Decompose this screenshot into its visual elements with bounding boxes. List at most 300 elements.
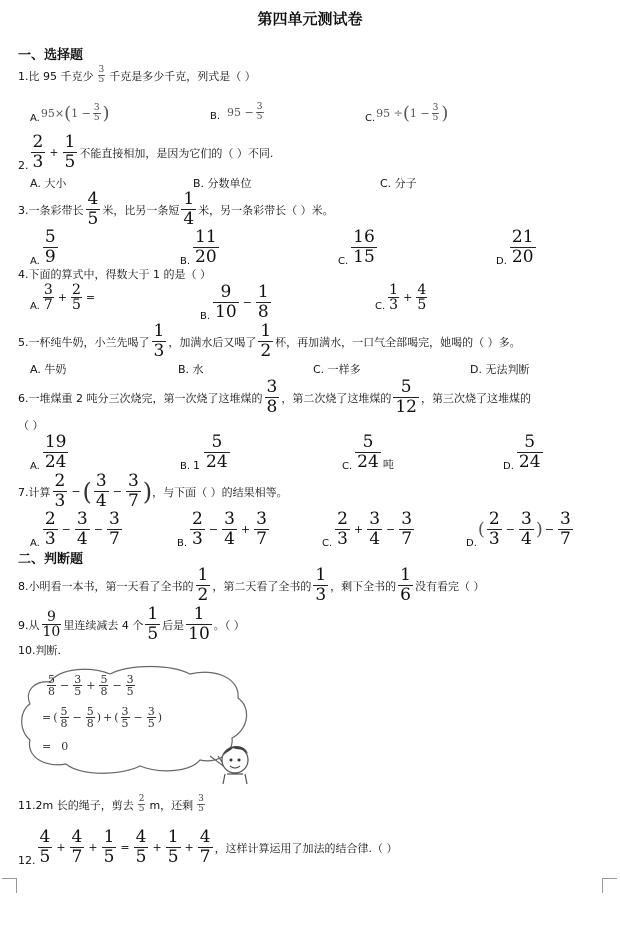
plus-sign: + — [56, 841, 66, 854]
numerator: 11 — [195, 227, 217, 247]
numerator: 3 — [198, 794, 204, 804]
option-b[interactable] — [210, 103, 266, 122]
numerator: 3 — [147, 705, 155, 718]
numerator: 1 — [260, 321, 272, 341]
denominator: 7 — [71, 847, 83, 867]
question-text: 千克是多少千克，列式是（ ） — [109, 69, 256, 83]
fraction — [335, 510, 350, 549]
numerator: 4 — [199, 827, 211, 847]
option-a[interactable] — [30, 510, 124, 549]
numerator: 4 — [39, 827, 51, 847]
numerator: 19 — [44, 432, 67, 452]
option-label: B. 分数单位 — [193, 177, 252, 190]
denominator: 3 — [44, 529, 56, 549]
fraction — [198, 828, 213, 867]
fraction — [60, 706, 69, 729]
option-b[interactable] — [177, 510, 271, 549]
question-text: 5.一杯纯牛奶，小兰先喝了 — [18, 335, 150, 349]
denominator: 24 — [44, 452, 67, 472]
denominator: 5 — [93, 113, 100, 123]
question-text: 不能直接相加，是因为它们的（ ）不同. — [79, 146, 274, 160]
denominator: 5 — [256, 112, 263, 122]
option-letter: A. — [30, 461, 40, 472]
denominator: 3 — [192, 529, 203, 549]
fraction — [63, 133, 78, 172]
numerator: 3 — [121, 705, 129, 718]
numerator: 3 — [256, 509, 267, 529]
close-paren: ) — [142, 477, 153, 506]
option-c[interactable] — [322, 510, 416, 549]
open-paren: ( — [477, 519, 485, 540]
cloud-math-line-3 — [40, 740, 68, 753]
denominator: 3 — [389, 297, 399, 313]
denominator: 5 — [64, 152, 76, 172]
option-c[interactable] — [338, 228, 379, 267]
numerator: 3 — [126, 673, 134, 686]
fraction — [43, 283, 54, 312]
operator: − — [61, 523, 71, 536]
numerator: 4 — [87, 189, 99, 209]
denominator: 5 — [87, 209, 99, 229]
fraction — [181, 190, 196, 229]
numerator: 2 — [44, 509, 56, 529]
option-a[interactable] — [30, 175, 66, 191]
numerator: 3 — [98, 65, 105, 75]
fraction — [351, 228, 377, 267]
numerator: 2 — [488, 509, 500, 529]
fraction — [73, 674, 82, 697]
plus-sign: + — [184, 841, 194, 854]
option-b[interactable] — [180, 433, 232, 472]
denominator: 8 — [266, 397, 278, 417]
operator: − — [112, 679, 122, 692]
option-d[interactable] — [466, 510, 575, 549]
plus-sign: + — [152, 841, 162, 854]
option-letter: B. — [200, 311, 211, 322]
numerator: 1 — [147, 604, 159, 624]
option-letter: D. — [466, 538, 477, 549]
option-letter: A. — [30, 301, 40, 312]
fraction — [432, 104, 440, 123]
fraction — [213, 283, 239, 322]
option-label: A. 大小 — [30, 177, 67, 190]
numerator: 2 — [337, 509, 348, 529]
option-expression: 1 − — [409, 107, 430, 120]
operator: − — [544, 523, 555, 536]
option-label: A. 牛奶 — [30, 363, 67, 376]
denominator: 10 — [42, 624, 61, 640]
option-expression: 95 ÷ — [376, 107, 403, 120]
boy-cartoon-icon — [222, 746, 248, 784]
option-d[interactable] — [470, 361, 529, 377]
fraction — [86, 190, 101, 229]
unit-label: 吨 — [382, 458, 394, 471]
question-text: 11.2m 长的绳子，剪去 — [18, 798, 134, 812]
question-text: ，第二天看了全书的 — [212, 579, 312, 593]
boy-eye — [230, 759, 233, 762]
denominator: 8 — [60, 717, 68, 730]
open-paren: ( — [114, 711, 119, 724]
option-letter: D. — [496, 256, 507, 267]
question-text: ，第三次烧了这堆煤的 — [420, 391, 531, 405]
numerator: 4 — [417, 282, 427, 298]
question-text: ，与下面（ ）的结果相等。 — [152, 485, 288, 499]
denominator: 5 — [103, 847, 115, 867]
fraction — [93, 104, 101, 123]
denominator: 20 — [511, 247, 534, 267]
numerator: 16 — [353, 227, 375, 247]
option-a[interactable] — [30, 283, 97, 312]
option-letter: B. — [180, 461, 191, 472]
question-text: 没有看完（ ） — [414, 579, 485, 593]
denominator: 7 — [127, 491, 139, 511]
equals-sign: = — [42, 740, 52, 753]
fraction — [398, 566, 413, 605]
fraction — [126, 674, 135, 697]
option-a[interactable] — [30, 433, 70, 472]
numerator: 3 — [401, 509, 413, 529]
fraction — [102, 828, 117, 867]
question-7 — [18, 472, 288, 511]
plus-sign: + — [103, 711, 113, 724]
denominator: 10 — [188, 624, 210, 644]
fraction — [517, 433, 543, 472]
denominator: 5 — [121, 717, 129, 730]
close-paren: ) — [441, 103, 449, 124]
option-c[interactable] — [365, 103, 448, 124]
question-5 — [18, 322, 521, 361]
fraction — [222, 510, 237, 549]
fraction — [134, 828, 149, 867]
fraction — [416, 283, 427, 312]
denominator: 24 — [206, 452, 228, 472]
question-text: 6.一堆煤重 2 吨分三次烧完，第一次烧了这堆煤的 — [18, 391, 263, 405]
question-text: ，剩下全书的 — [330, 579, 397, 593]
denominator: 5 — [98, 75, 105, 85]
denominator: 3 — [32, 152, 44, 172]
denominator: 8 — [257, 302, 269, 322]
numerator: 3 — [43, 282, 53, 298]
option-b[interactable] — [178, 361, 204, 377]
numerator: 3 — [108, 509, 120, 529]
denominator: 7 — [256, 529, 267, 549]
option-letter: A. — [30, 113, 40, 124]
numerator: 5 — [211, 432, 223, 452]
fraction — [355, 433, 381, 472]
fraction — [47, 674, 56, 697]
numerator: 1 — [103, 827, 115, 847]
option-d[interactable] — [503, 433, 545, 472]
denominator: 7 — [108, 529, 120, 549]
numerator: 1 — [193, 604, 205, 624]
option-c[interactable] — [313, 361, 361, 377]
numerator: 4 — [71, 827, 83, 847]
operator: + — [86, 679, 96, 692]
numerator: 1 — [389, 282, 399, 298]
plus-sign: + — [88, 841, 98, 854]
boy-body — [223, 774, 247, 784]
question-9 — [18, 605, 245, 644]
fraction — [254, 510, 269, 549]
denominator: 5 — [167, 847, 179, 867]
denominator: 3 — [337, 529, 348, 549]
numerator: 3 — [127, 471, 139, 491]
denominator: 20 — [195, 247, 217, 267]
fraction — [121, 706, 130, 729]
denominator: 10 — [215, 302, 237, 322]
fraction — [558, 510, 573, 549]
numerator: 5 — [86, 705, 94, 718]
question-text: 。（ ） — [213, 618, 245, 632]
option-c[interactable] — [375, 283, 429, 312]
option-letter: B. — [210, 111, 221, 122]
numerator: 1 — [153, 321, 165, 341]
fraction — [43, 228, 58, 267]
numerator: 3 — [74, 673, 82, 686]
open-paren: ( — [53, 711, 58, 724]
option-b[interactable] — [200, 283, 273, 322]
equals-sign: = — [42, 711, 52, 724]
denominator: 5 — [432, 113, 439, 123]
denominator: 4 — [520, 529, 532, 549]
close-paren: ) — [102, 103, 110, 124]
denominator: 3 — [315, 585, 327, 605]
numerator: 1 — [64, 132, 76, 152]
fraction — [186, 605, 212, 644]
fraction — [265, 378, 280, 417]
question-number: 2. — [18, 159, 29, 172]
fraction — [86, 706, 95, 729]
numerator: 5 — [60, 705, 68, 718]
denominator: 5 — [135, 847, 147, 867]
fraction — [43, 510, 58, 549]
question-text: 3.一条彩带长 — [18, 203, 84, 217]
denominator: 4 — [95, 491, 107, 511]
numerator: 4 — [135, 827, 147, 847]
minus-sign: − — [72, 711, 82, 724]
denominator: 7 — [43, 297, 53, 313]
operator: − — [60, 679, 70, 692]
fraction — [75, 510, 90, 549]
fraction — [313, 566, 328, 605]
denominator: 8 — [100, 685, 108, 698]
fraction — [393, 378, 419, 417]
numerator: 2 — [54, 471, 66, 491]
denominator: 7 — [199, 847, 211, 867]
denominator: 4 — [369, 529, 381, 549]
numerator: 3 — [256, 102, 263, 112]
numerator: 5 — [44, 227, 56, 247]
option-a[interactable] — [30, 361, 66, 377]
fraction — [399, 510, 414, 549]
boy-eye — [238, 759, 241, 762]
denominator: 7 — [560, 529, 571, 549]
fraction — [43, 433, 69, 472]
fraction — [70, 828, 85, 867]
question-text: 杯，再加满水，一口气全部喝完，她喝的（ ）多。 — [275, 335, 521, 349]
cloud-math-line-1 — [45, 674, 137, 697]
option-a[interactable] — [30, 103, 110, 124]
plus-sign: + — [49, 146, 59, 159]
option-c[interactable] — [380, 175, 417, 191]
denominator: 3 — [488, 529, 500, 549]
question-text: ，加满水后又喝了 — [168, 335, 257, 349]
option-expression: 95× — [40, 107, 65, 120]
denominator: 6 — [400, 585, 411, 605]
operator: − — [505, 523, 515, 536]
minus-sign: − — [71, 485, 81, 498]
option-label: D. 无法判断 — [470, 363, 530, 376]
question-6-blank — [18, 417, 44, 433]
page-title: 第四单元测试卷 — [257, 10, 363, 28]
minus-sign: − — [133, 711, 143, 724]
numerator: 5 — [400, 377, 412, 397]
page-corner-mark — [602, 878, 617, 893]
denominator: 2 — [260, 341, 272, 361]
fraction — [71, 283, 82, 312]
denominator: 3 — [54, 491, 66, 511]
denominator: 5 — [39, 847, 51, 867]
numerator: 1 — [400, 565, 411, 585]
numerator: 2 — [138, 794, 145, 804]
fraction — [94, 472, 109, 511]
option-label: C. 分子 — [380, 177, 417, 190]
numerator: 2 — [71, 282, 81, 298]
fraction — [510, 228, 536, 267]
numerator: 3 — [76, 509, 88, 529]
question-12 — [18, 828, 398, 867]
question-number: 12. — [18, 854, 36, 867]
option-letter: B. — [177, 538, 188, 549]
fraction — [42, 610, 62, 639]
option-letter: C. — [365, 113, 376, 124]
denominator: 5 — [147, 717, 155, 730]
numerator: 1 — [257, 282, 269, 302]
operator: − — [242, 296, 252, 309]
denominator: 24 — [518, 452, 541, 472]
denominator: 5 — [147, 624, 159, 644]
equals-sign: = — [85, 291, 96, 304]
numerator: 5 — [48, 673, 55, 686]
numerator: 9 — [220, 282, 232, 302]
operator: + — [354, 523, 364, 536]
section-heading-choice: 一、选择题 — [18, 48, 84, 63]
option-letter: C. — [342, 461, 353, 472]
operator: + — [240, 523, 251, 536]
numerator: 2 — [192, 509, 203, 529]
denominator: 4 — [183, 209, 195, 229]
answer-blank: （ ） — [18, 419, 44, 432]
operator: + — [57, 291, 67, 304]
numerator: 3 — [369, 509, 381, 529]
numerator: 5 — [362, 432, 374, 452]
question-2 — [18, 133, 273, 172]
option-d[interactable] — [496, 228, 538, 267]
option-whole: 1 — [193, 459, 201, 472]
fraction — [256, 283, 271, 322]
option-label: B. 水 — [178, 363, 204, 376]
question-text: ，第二次烧了这堆煤的 — [281, 391, 392, 405]
denominator: 8 — [86, 717, 94, 730]
option-letter: B. — [180, 256, 191, 267]
cloud-math-line-2 — [40, 706, 162, 729]
option-a[interactable] — [30, 228, 60, 267]
numerator: 3 — [560, 509, 571, 529]
fraction — [196, 566, 211, 605]
denominator: 5 — [71, 297, 81, 313]
fraction — [487, 510, 502, 549]
option-expression: 95 − — [227, 106, 254, 119]
fraction — [53, 472, 68, 511]
question-1 — [18, 66, 256, 85]
fraction — [98, 66, 106, 85]
close-paren: ) — [96, 711, 102, 724]
fraction — [145, 605, 160, 644]
operator: − — [386, 523, 396, 536]
question-text: 米，另一条彩带长（ ）米。 — [198, 203, 334, 217]
question-10 — [18, 642, 61, 658]
question-8 — [18, 566, 484, 605]
numerator: 1 — [183, 189, 195, 209]
option-expression: 1 − — [71, 107, 91, 120]
numerator: 9 — [46, 609, 56, 625]
denominator: 5 — [126, 685, 134, 698]
option-b[interactable] — [193, 175, 252, 191]
question-text: m，还剩 — [149, 798, 194, 812]
result-value: 0 — [61, 740, 69, 753]
question-text: 里连续减去 4 个 — [63, 618, 144, 632]
fraction — [519, 510, 534, 549]
numerator: 1 — [315, 565, 327, 585]
denominator: 4 — [224, 529, 235, 549]
page-corner-mark — [2, 878, 17, 893]
option-b[interactable] — [180, 228, 221, 267]
fraction — [193, 228, 219, 267]
open-paren: ( — [64, 103, 72, 124]
fraction — [107, 510, 122, 549]
numerator: 21 — [511, 227, 534, 247]
question-text: ，这样计算运用了加法的结合律.（ ） — [214, 841, 398, 855]
question-4 — [18, 266, 211, 282]
question-text: 4.下面的算式中，得数大于 1 的是（ ） — [18, 268, 211, 281]
denominator: 15 — [353, 247, 375, 267]
denominator: 5 — [74, 685, 82, 698]
option-letter: C. — [375, 301, 386, 312]
numerator: 3 — [432, 103, 439, 113]
option-letter: C. — [338, 256, 349, 267]
fraction — [152, 322, 167, 361]
numerator: 1 — [167, 827, 179, 847]
denominator: 5 — [138, 804, 145, 814]
option-letter: D. — [503, 461, 514, 472]
option-c[interactable] — [342, 433, 394, 472]
numerator: 5 — [100, 673, 108, 686]
option-label: C. 一样多 — [313, 363, 361, 376]
denominator: 4 — [76, 529, 88, 549]
fraction — [190, 510, 205, 549]
option-letter: C. — [322, 538, 333, 549]
open-paren: ( — [82, 477, 92, 506]
denominator: 5 — [198, 804, 204, 814]
question-text: 8.小明看一本书，第一天看了全书的 — [18, 579, 194, 593]
numerator: 3 — [266, 377, 278, 397]
fraction — [147, 706, 156, 729]
fraction — [256, 103, 264, 122]
open-paren: ( — [402, 103, 410, 124]
denominator: 12 — [395, 397, 417, 417]
question-text: 10.判断. — [18, 644, 61, 657]
denominator: 3 — [153, 341, 165, 361]
